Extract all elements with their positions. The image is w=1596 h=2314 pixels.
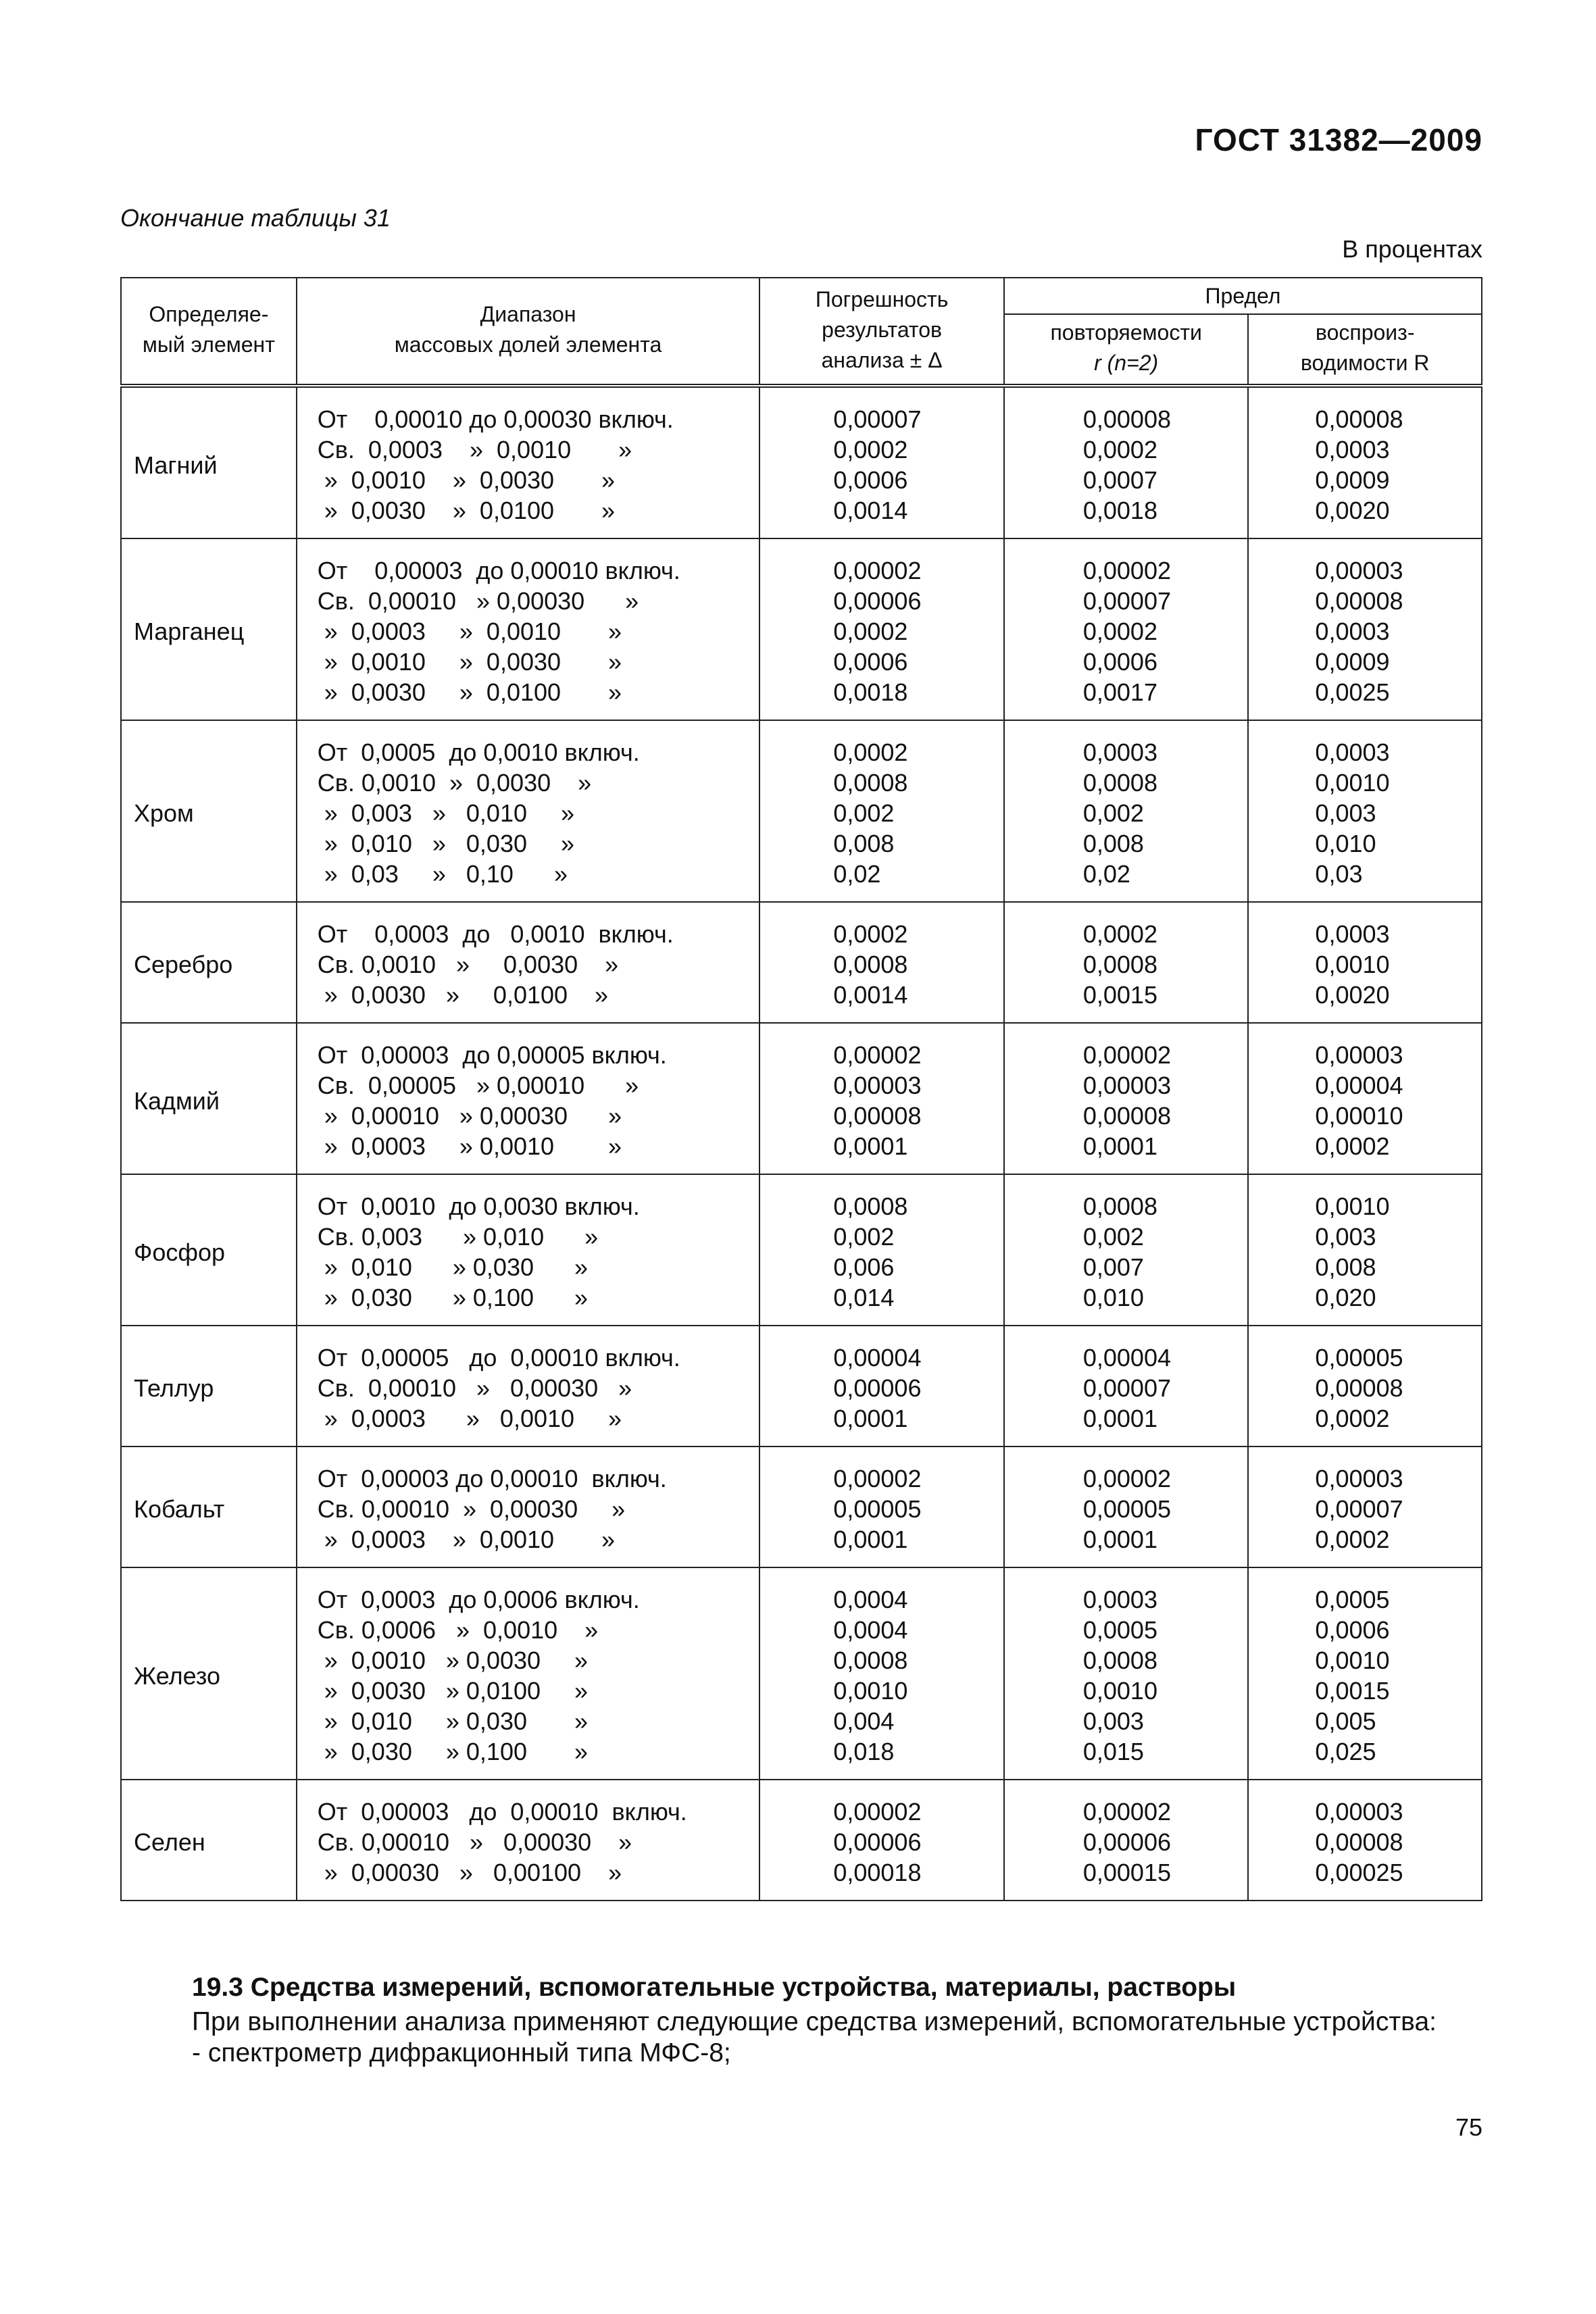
reproducibility-value: 0,0003 xyxy=(1315,738,1390,766)
range-line-cell xyxy=(297,1447,760,1567)
range-line: » 0,0030 » 0,0100 » xyxy=(317,981,609,1009)
error-value: 0,00018 xyxy=(833,1859,922,1886)
table-row xyxy=(121,386,1482,538)
reproducibility-value: 0,0010 xyxy=(1315,769,1390,797)
repeatability-value: 0,015 xyxy=(1082,1738,1144,1765)
table-row xyxy=(121,720,1482,902)
range-line: » 0,03 » 0,10 » xyxy=(317,860,568,888)
reproducibility-value: 0,0003 xyxy=(1315,436,1390,463)
range-line: От 0,0005 до 0,0010 включ. xyxy=(317,738,640,766)
page-number: 75 xyxy=(1455,2113,1482,2141)
range-line: » 0,0003 » 0,0010 » xyxy=(317,1405,622,1432)
error-value: 0,0008 xyxy=(833,1192,908,1220)
reproducibility-value: 0,00008 xyxy=(1315,587,1403,615)
repeatability-value: 0,008 xyxy=(1082,830,1144,857)
reproducibility-value: 0,0020 xyxy=(1315,497,1390,524)
error-value: 0,0004 xyxy=(833,1586,908,1613)
element-name: Магний xyxy=(121,386,297,538)
repeatability-value: 0,0018 xyxy=(1082,497,1157,524)
reproducibility-value: 0,0015 xyxy=(1315,1677,1390,1705)
repeatability-value: 0,0003 xyxy=(1082,738,1157,766)
repeatability-value: 0,00002 xyxy=(1082,1041,1171,1069)
reproducibility-value: 0,003 xyxy=(1315,1223,1376,1251)
repeatability-value: 0,00008 xyxy=(1082,405,1171,433)
repeatability-value-cell xyxy=(1004,1447,1249,1567)
repeatability-value-cell xyxy=(1004,720,1249,902)
repeatability-value-cell xyxy=(1004,1174,1249,1326)
error-value: 0,00002 xyxy=(833,1465,922,1492)
error-value: 0,0002 xyxy=(833,436,908,463)
table-row xyxy=(121,1023,1482,1174)
error-value: 0,00002 xyxy=(833,1798,922,1826)
error-value-cell xyxy=(759,1780,1004,1901)
range-line: От 0,00010 до 0,00030 включ. xyxy=(317,405,674,433)
table-row xyxy=(121,1567,1482,1780)
repeatability-value: 0,007 xyxy=(1082,1253,1144,1281)
range-line: Св. 0,0010 » 0,0030 » xyxy=(317,769,592,797)
table-row xyxy=(121,538,1482,720)
error-value: 0,0008 xyxy=(833,951,908,978)
repeatability-value: 0,0001 xyxy=(1082,1526,1157,1553)
range-line-cell xyxy=(297,538,760,720)
reproducibility-value: 0,03 xyxy=(1315,860,1363,888)
error-value: 0,0004 xyxy=(833,1616,908,1644)
error-value: 0,002 xyxy=(833,799,895,827)
reproducibility-value: 0,025 xyxy=(1315,1738,1376,1765)
repeatability-value: 0,0008 xyxy=(1082,1646,1157,1674)
error-value: 0,00005 xyxy=(833,1495,922,1523)
error-value: 0,00003 xyxy=(833,1072,922,1099)
section-title: 19.3 Средства измерений, вспомогательные устройства, материалы, растворы xyxy=(192,1973,1237,2002)
document-id: ГОСТ 31382—2009 xyxy=(1195,122,1482,157)
repeatability-value: 0,00007 xyxy=(1082,1374,1171,1402)
reproducibility-value: 0,00003 xyxy=(1315,1798,1403,1826)
reproducibility-value-cell xyxy=(1248,1567,1482,1780)
repeatability-value-cell xyxy=(1004,1780,1249,1901)
results-table xyxy=(120,277,1482,1901)
range-line: » 0,0010 » 0,0030 » xyxy=(317,648,622,676)
col-header-reproducibility: воспроиз- водимости R xyxy=(1248,314,1482,386)
error-value: 0,008 xyxy=(833,830,895,857)
range-line: » 0,0003 » 0,0010 » xyxy=(317,1526,616,1553)
repeatability-value: 0,00003 xyxy=(1082,1072,1171,1099)
range-line: От 0,0010 до 0,0030 включ. xyxy=(317,1192,640,1220)
range-line: От 0,0003 до 0,0010 включ. xyxy=(317,920,674,948)
element-name: Железо xyxy=(121,1567,297,1780)
error-value-cell xyxy=(759,720,1004,902)
range-line: Св. 0,00010 » 0,00030 » xyxy=(317,1374,632,1402)
reproducibility-value: 0,020 xyxy=(1315,1284,1376,1311)
range-line: От 0,00003 до 0,00005 включ. xyxy=(317,1041,667,1069)
error-value: 0,02 xyxy=(833,860,881,888)
element-name: Серебро xyxy=(121,902,297,1023)
reproducibility-value-cell xyxy=(1248,1780,1482,1901)
range-line: » 0,0030 » 0,0100 » xyxy=(317,497,616,524)
range-line: » 0,00030 » 0,00100 » xyxy=(317,1859,622,1886)
reproducibility-value: 0,003 xyxy=(1315,799,1376,827)
error-value: 0,00002 xyxy=(833,1041,922,1069)
range-line: » 0,00010 » 0,00030 » xyxy=(317,1102,622,1130)
error-value: 0,0018 xyxy=(833,678,908,706)
table-caption: Окончание таблицы 31 xyxy=(120,204,391,232)
repeatability-value: 0,02 xyxy=(1082,860,1130,888)
error-value: 0,002 xyxy=(833,1223,895,1251)
range-line: От 0,00003 до 0,00010 включ. xyxy=(317,1465,667,1492)
range-line: Св. 0,0003 » 0,0010 » xyxy=(317,436,632,463)
error-value: 0,00004 xyxy=(833,1344,922,1372)
error-value-cell xyxy=(759,1023,1004,1174)
reproducibility-value-cell xyxy=(1248,538,1482,720)
range-line: » 0,010 » 0,030 » xyxy=(317,1707,589,1735)
repeatability-value: 0,0008 xyxy=(1082,1192,1157,1220)
table-row xyxy=(121,1174,1482,1326)
error-value: 0,00006 xyxy=(833,1828,922,1856)
units-note: В процентах xyxy=(1342,235,1482,263)
reproducibility-value-cell xyxy=(1248,1447,1482,1567)
range-line: Св. 0,00010 » 0,00030 » xyxy=(317,1828,632,1856)
element-name: Кобальт xyxy=(121,1447,297,1567)
reproducibility-value: 0,0009 xyxy=(1315,648,1390,676)
reproducibility-value: 0,00008 xyxy=(1315,1828,1403,1856)
repeatability-value: 0,0017 xyxy=(1082,678,1157,706)
range-line: От 0,0003 до 0,0006 включ. xyxy=(317,1586,640,1613)
repeatability-value: 0,00006 xyxy=(1082,1828,1171,1856)
range-line-cell xyxy=(297,1023,760,1174)
repeatability-value: 0,00004 xyxy=(1082,1344,1171,1372)
error-value: 0,014 xyxy=(833,1284,895,1311)
range-line: Св. 0,00010 » 0,00030 » xyxy=(317,587,639,615)
range-line: От 0,00005 до 0,00010 включ. xyxy=(317,1344,680,1372)
error-value: 0,00002 xyxy=(833,557,922,584)
table-row xyxy=(121,1780,1482,1901)
repeatability-value-cell xyxy=(1004,902,1249,1023)
range-line-cell xyxy=(297,386,760,538)
repeatability-value-cell xyxy=(1004,538,1249,720)
repeatability-value: 0,0001 xyxy=(1082,1405,1157,1432)
reproducibility-value: 0,0009 xyxy=(1315,466,1390,494)
element-name: Кадмий xyxy=(121,1023,297,1174)
error-value-cell xyxy=(759,1174,1004,1326)
section-paragraph: При выполнении анализа применяют следующие средства измерений, вспомогательные устройства: xyxy=(192,2007,1437,2036)
table-body xyxy=(121,386,1482,1901)
error-value: 0,0006 xyxy=(833,648,908,676)
reproducibility-value: 0,0003 xyxy=(1315,920,1390,948)
repeatability-value: 0,00008 xyxy=(1082,1102,1171,1130)
error-value: 0,0008 xyxy=(833,769,908,797)
range-line: » 0,0003 » 0,0010 » xyxy=(317,1132,622,1160)
reproducibility-value-cell xyxy=(1248,1174,1482,1326)
repeatability-value-cell xyxy=(1004,1326,1249,1447)
error-value: 0,0002 xyxy=(833,920,908,948)
error-value: 0,0001 xyxy=(833,1526,908,1553)
error-value-cell xyxy=(759,1326,1004,1447)
reproducibility-value: 0,00025 xyxy=(1315,1859,1403,1886)
repeatability-value: 0,0008 xyxy=(1082,951,1157,978)
col-header-range: Диапазон массовых долей элемента xyxy=(297,278,760,386)
range-line: » 0,0030 » 0,0100 » xyxy=(317,1677,589,1705)
repeatability-value: 0,0006 xyxy=(1082,648,1157,676)
error-value: 0,0001 xyxy=(833,1405,908,1432)
range-line: Св. 0,0010 » 0,0030 » xyxy=(317,951,619,978)
repeatability-value: 0,0002 xyxy=(1082,618,1157,645)
range-line: » 0,010 » 0,030 » xyxy=(317,830,575,857)
repeatability-value: 0,0008 xyxy=(1082,769,1157,797)
repeatability-value: 0,00007 xyxy=(1082,587,1171,615)
error-value: 0,0002 xyxy=(833,618,908,645)
reproducibility-value: 0,0025 xyxy=(1315,678,1390,706)
error-value-cell xyxy=(759,1567,1004,1780)
reproducibility-value: 0,0020 xyxy=(1315,981,1390,1009)
range-line-cell xyxy=(297,902,760,1023)
range-line-cell xyxy=(297,720,760,902)
range-line: Св. 0,003 » 0,010 » xyxy=(317,1223,599,1251)
repeatability-value: 0,0005 xyxy=(1082,1616,1157,1644)
range-line-cell xyxy=(297,1567,760,1780)
repeatability-value: 0,0003 xyxy=(1082,1586,1157,1613)
range-line: От 0,00003 до 0,00010 включ. xyxy=(317,1798,687,1826)
element-name: Хром xyxy=(121,720,297,902)
reproducibility-value: 0,010 xyxy=(1315,830,1376,857)
repeatability-value: 0,00002 xyxy=(1082,1465,1171,1492)
error-value: 0,0006 xyxy=(833,466,908,494)
range-line: » 0,0010 » 0,0030 » xyxy=(317,1646,589,1674)
range-line-cell xyxy=(297,1780,760,1901)
range-line-cell xyxy=(297,1174,760,1326)
element-name: Селен xyxy=(121,1780,297,1901)
col-header-limit: Предел xyxy=(1004,278,1482,314)
repeatability-value: 0,002 xyxy=(1082,799,1144,827)
repeatability-value: 0,00005 xyxy=(1082,1495,1171,1523)
repeatability-value: 0,010 xyxy=(1082,1284,1144,1311)
table-row xyxy=(121,902,1482,1023)
table-row xyxy=(121,1326,1482,1447)
reproducibility-value: 0,00003 xyxy=(1315,1041,1403,1069)
reproducibility-value-cell xyxy=(1248,386,1482,538)
reproducibility-value: 0,00003 xyxy=(1315,1465,1403,1492)
repeatability-value: 0,00015 xyxy=(1082,1859,1171,1886)
reproducibility-value-cell xyxy=(1248,902,1482,1023)
reproducibility-value: 0,00008 xyxy=(1315,1374,1403,1402)
repeatability-value: 0,002 xyxy=(1082,1223,1144,1251)
error-value-cell xyxy=(759,1447,1004,1567)
range-line: » 0,010 » 0,030 » xyxy=(317,1253,589,1281)
range-line: » 0,0010 » 0,0030 » xyxy=(317,466,616,494)
error-value-cell xyxy=(759,538,1004,720)
reproducibility-value: 0,00003 xyxy=(1315,557,1403,584)
error-value: 0,018 xyxy=(833,1738,895,1765)
reproducibility-value: 0,0010 xyxy=(1315,1646,1390,1674)
error-value: 0,00006 xyxy=(833,587,922,615)
reproducibility-value: 0,0010 xyxy=(1315,1192,1390,1220)
repeatability-value: 0,0010 xyxy=(1082,1677,1157,1705)
reproducibility-value: 0,00004 xyxy=(1315,1072,1403,1099)
col-header-error: Погрешность результатов анализа ± Δ xyxy=(759,278,1004,386)
range-line: Св. 0,00010 » 0,00030 » xyxy=(317,1495,626,1523)
reproducibility-value: 0,0002 xyxy=(1315,1132,1390,1160)
reproducibility-value: 0,00008 xyxy=(1315,405,1403,433)
reproducibility-value: 0,0010 xyxy=(1315,951,1390,978)
repeatability-value-cell xyxy=(1004,1567,1249,1780)
range-line: » 0,030 » 0,100 » xyxy=(317,1284,589,1311)
error-value: 0,0014 xyxy=(833,981,908,1009)
range-line: » 0,030 » 0,100 » xyxy=(317,1738,589,1765)
element-name: Фосфор xyxy=(121,1174,297,1326)
range-line: » 0,0003 » 0,0010 » xyxy=(317,618,622,645)
reproducibility-value: 0,0005 xyxy=(1315,1586,1390,1613)
reproducibility-value-cell xyxy=(1248,720,1482,902)
error-value: 0,0001 xyxy=(833,1132,908,1160)
repeatability-value: 0,0002 xyxy=(1082,920,1157,948)
repeatability-value-cell xyxy=(1004,386,1249,538)
range-line: От 0,00003 до 0,00010 включ. xyxy=(317,557,680,584)
repeatability-value: 0,00002 xyxy=(1082,1798,1171,1826)
element-name: Теллур xyxy=(121,1326,297,1447)
reproducibility-value: 0,00007 xyxy=(1315,1495,1403,1523)
repeatability-value: 0,0001 xyxy=(1082,1132,1157,1160)
error-value: 0,0008 xyxy=(833,1646,908,1674)
col-header-repeatability: повторяемости r (n=2) xyxy=(1004,314,1249,386)
error-value-cell xyxy=(759,386,1004,538)
reproducibility-value: 0,005 xyxy=(1315,1707,1376,1735)
element-name: Марганец xyxy=(121,538,297,720)
repeatability-value: 0,003 xyxy=(1082,1707,1144,1735)
reproducibility-value: 0,00010 xyxy=(1315,1102,1403,1130)
repeatability-value: 0,0002 xyxy=(1082,436,1157,463)
error-value: 0,004 xyxy=(833,1707,895,1735)
error-value: 0,00007 xyxy=(833,405,922,433)
range-line: » 0,0030 » 0,0100 » xyxy=(317,678,622,706)
reproducibility-value-cell xyxy=(1248,1023,1482,1174)
section-text xyxy=(192,2007,1482,2069)
range-line: Св. 0,0006 » 0,0010 » xyxy=(317,1616,599,1644)
error-value: 0,006 xyxy=(833,1253,895,1281)
repeatability-value-cell xyxy=(1004,1023,1249,1174)
error-value: 0,0002 xyxy=(833,738,908,766)
repeatability-value: 0,0015 xyxy=(1082,981,1157,1009)
error-value: 0,00006 xyxy=(833,1374,922,1402)
repeatability-value: 0,0007 xyxy=(1082,466,1157,494)
range-line: Св. 0,00005 » 0,00010 » xyxy=(317,1072,639,1099)
reproducibility-value: 0,008 xyxy=(1315,1253,1376,1281)
table-row xyxy=(121,1447,1482,1567)
reproducibility-value: 0,0002 xyxy=(1315,1526,1390,1553)
reproducibility-value: 0,0002 xyxy=(1315,1405,1390,1432)
repeatability-value: 0,00002 xyxy=(1082,557,1171,584)
reproducibility-value: 0,00005 xyxy=(1315,1344,1403,1372)
col-header-element: Определяе- мый элемент xyxy=(121,278,297,386)
range-line-cell xyxy=(297,1326,760,1447)
error-value-cell xyxy=(759,902,1004,1023)
range-line: » 0,003 » 0,010 » xyxy=(317,799,575,827)
error-value: 0,0010 xyxy=(833,1677,908,1705)
reproducibility-value: 0,0006 xyxy=(1315,1616,1390,1644)
section-list-item: - спектрометр дифракционный типа МФС-8; xyxy=(192,2038,731,2067)
error-value: 0,0014 xyxy=(833,497,908,524)
reproducibility-value: 0,0003 xyxy=(1315,618,1390,645)
error-value: 0,00008 xyxy=(833,1102,922,1130)
reproducibility-value-cell xyxy=(1248,1326,1482,1447)
